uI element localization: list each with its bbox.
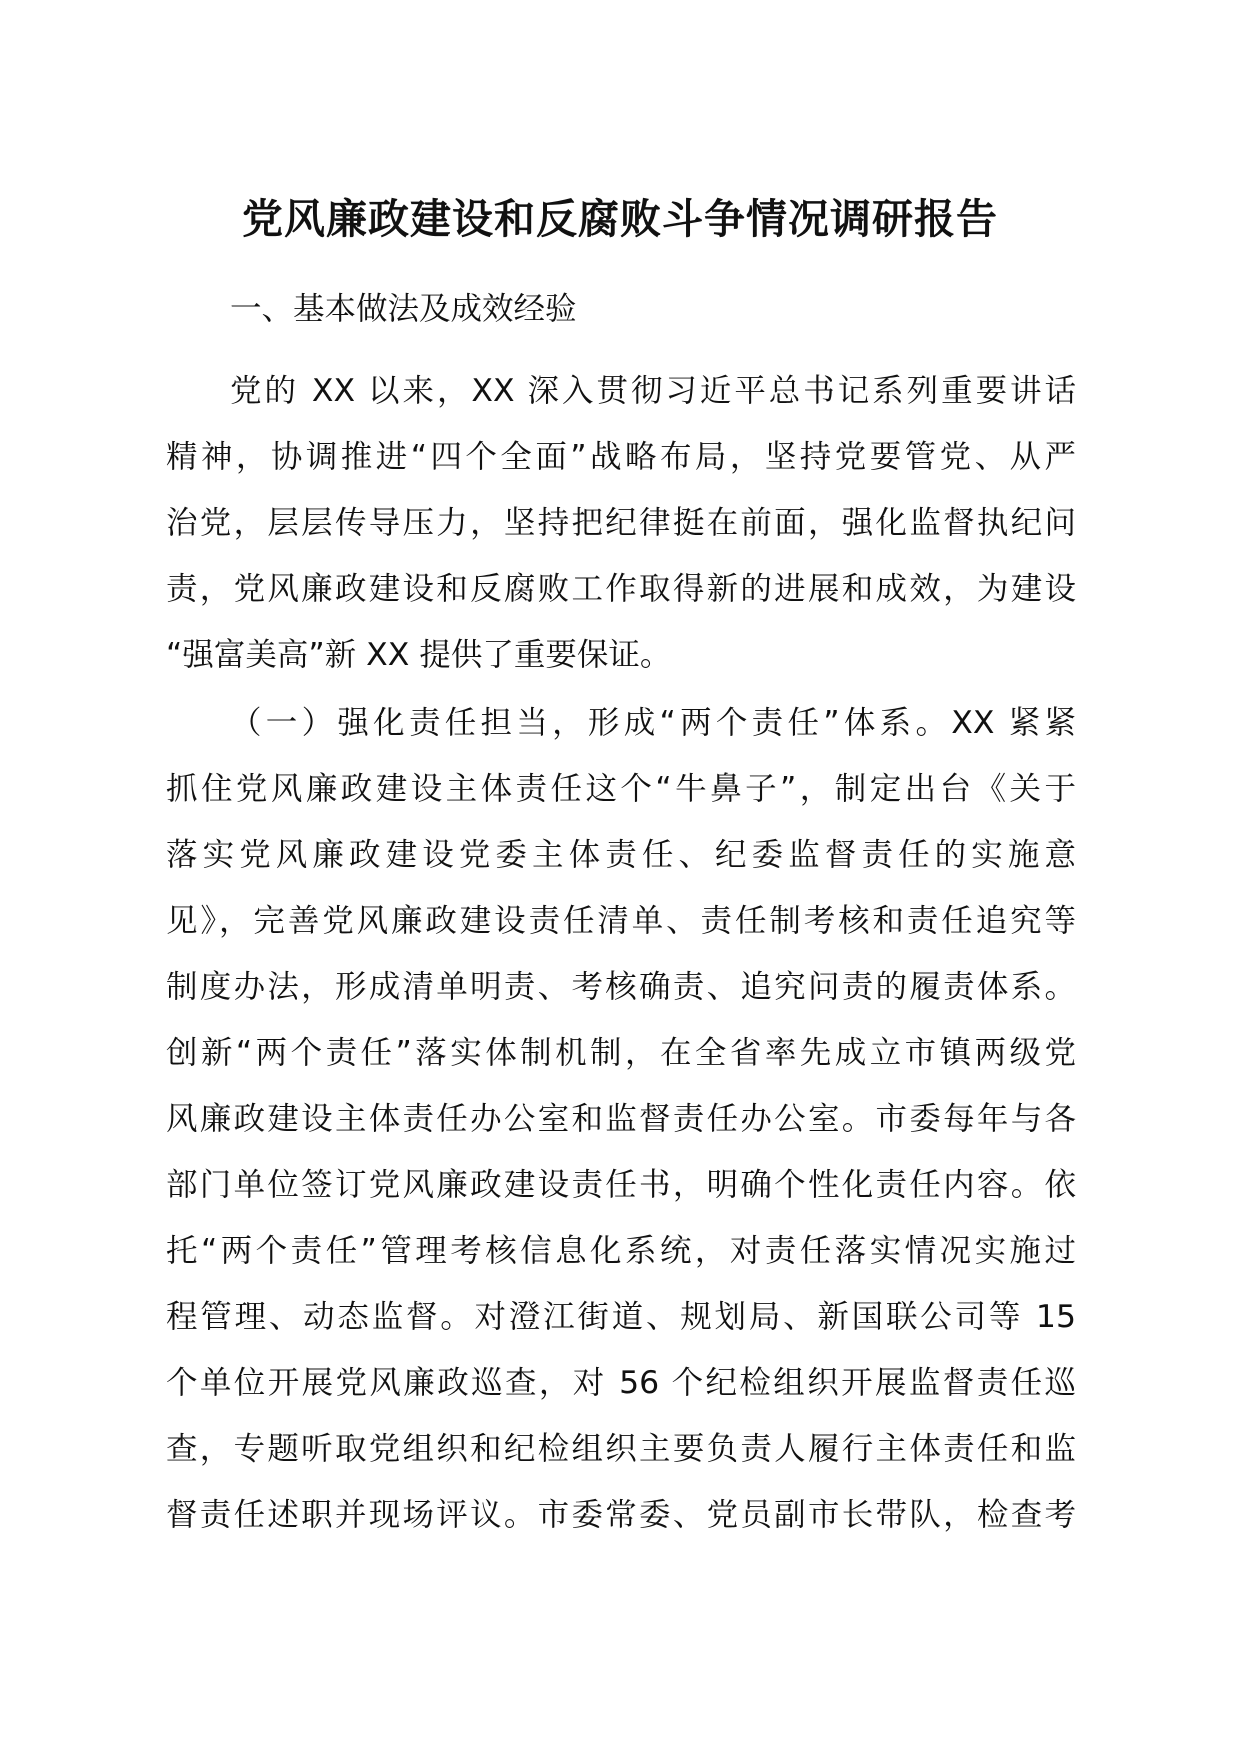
paragraph-line: 风廉政建设主体责任办公室和监督责任办公室。市委每年与各 [166, 1101, 1076, 1137]
paragraph-line: 部门单位签订党风廉政建设责任书，明确个性化责任内容。依 [166, 1167, 1076, 1203]
paragraph-line: 精神，协调推进“四个全面”战略布局，坚持党要管党、从严 [166, 439, 1076, 475]
page-title: 党风廉政建设和反腐败斗争情况调研报告 [242, 195, 998, 243]
paragraph-line: 督责任述职并现场评议。市委常委、党员副市长带队，检查考 [166, 1497, 1076, 1533]
section-heading [230, 276, 1140, 342]
paragraph-line: 托“两个责任”管理考核信息化系统，对责任落实情况实施过 [166, 1233, 1076, 1269]
paragraph-line: 治党，层层传导压力，坚持把纪律挺在前面，强化监督执纪问 [166, 505, 1076, 541]
paragraph-line: 个单位开展党风廉政巡查，对 56 个纪检组织开展监督责任巡 [166, 1365, 1076, 1401]
paragraph-line: 创新“两个责任”落实体制机制，在全省率先成立市镇两级党 [166, 1035, 1076, 1071]
paragraph-line: 落实党风廉政建设党委主体责任、纪委监督责任的实施意 [166, 837, 1076, 873]
section-heading-text: 一、基本做法及成效经验 [230, 291, 577, 327]
paragraph-line: 见》，完善党风廉政建设责任清单、责任制考核和责任追究等 [166, 903, 1076, 939]
paragraph-line: 责，党风廉政建设和反腐败工作取得新的进展和成效，为建设 [166, 571, 1076, 607]
paragraph-line: （一）强化责任担当，形成“两个责任”体系。XX 紧紧 [230, 705, 1076, 741]
paragraph-intro [166, 358, 1076, 688]
paragraph-responsibility [166, 690, 1076, 1548]
paragraph-line: 程管理、动态监督。对澄江街道、规划局、新国联公司等 15 [166, 1299, 1076, 1335]
paragraph-line: 制度办法，形成清单明责、考核确责、追究问责的履责体系。 [166, 969, 1076, 1005]
paragraph-line: 党的 XX 以来，XX 深入贯彻习近平总书记系列重要讲话 [230, 373, 1076, 409]
paragraph-line: 查，专题听取党组织和纪检组织主要负责人履行主体责任和监 [166, 1431, 1076, 1467]
paragraph-line: “强富美高”新 XX 提供了重要保证。 [166, 637, 672, 673]
paragraph-line: 抓住党风廉政建设主体责任这个“牛鼻子”，制定出台《关于 [166, 771, 1076, 807]
